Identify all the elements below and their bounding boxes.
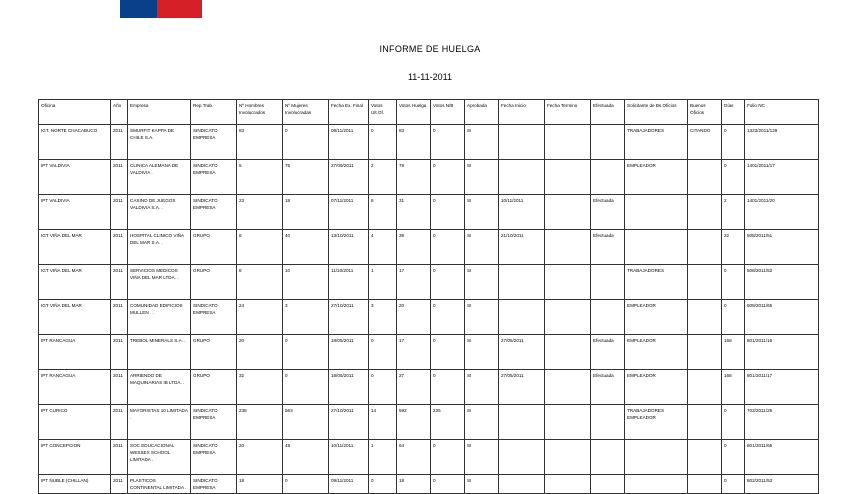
table-cell: 20 [397, 300, 431, 335]
column-header: Días [722, 100, 745, 125]
column-header: Rep.Trab. [191, 100, 237, 125]
table-cell: 0 [722, 405, 745, 440]
table-cell [545, 405, 591, 440]
table-cell [499, 405, 545, 440]
table-cell: IPT CURICO [39, 405, 111, 440]
table-cell: IPT VALDIVIA [39, 160, 111, 195]
table-cell: 2011 [111, 300, 128, 335]
table-cell: IPT RANCAGUA [39, 335, 111, 370]
table-cell: 64 [397, 440, 431, 475]
table-cell: 0 [369, 335, 397, 370]
table-cell: 75 [283, 160, 329, 195]
table-cell: 27/05/2011 [499, 370, 545, 405]
table-cell: SI [465, 370, 499, 405]
table-cell [688, 300, 722, 335]
table-cell [545, 160, 591, 195]
table-cell: 508/2011/65 [745, 300, 819, 335]
table-cell [545, 230, 591, 265]
table-cell: COMUNIDAD EDIFICIOS MULLEN . . [128, 300, 191, 335]
table-cell: Efectuada [591, 370, 625, 405]
table-cell: 0 [431, 300, 465, 335]
table-cell: 0 [722, 265, 745, 300]
table-cell: 238 [237, 405, 283, 440]
table-cell [625, 475, 688, 494]
table-row [39, 230, 819, 265]
table-cell: 0 [431, 440, 465, 475]
table-cell [591, 475, 625, 494]
table-cell [591, 405, 625, 440]
table-cell: 31 [397, 195, 431, 230]
table-cell: 2011 [111, 335, 128, 370]
table-cell: GRUPO [191, 335, 237, 370]
table-cell: 0 [431, 475, 465, 494]
table-cell: 508/2011/52 [745, 265, 819, 300]
table-cell: EMPLEADOR [625, 335, 688, 370]
table-cell: 3 [369, 300, 397, 335]
column-header: Nº Hombres Involucrados [237, 100, 283, 125]
table-cell: IPT CONCEPCION [39, 440, 111, 475]
table-cell [545, 195, 591, 230]
table-row [39, 405, 819, 440]
table-cell [591, 265, 625, 300]
table-cell: 10 [283, 265, 329, 300]
table-cell: 2011 [111, 440, 128, 475]
table-cell: SINDICATO EMPRESA [191, 405, 237, 440]
table-cell: 563 [283, 405, 329, 440]
table-cell: SI [465, 300, 499, 335]
table-cell [688, 265, 722, 300]
table-cell: 0 [283, 475, 329, 494]
table-cell: 8 [369, 195, 397, 230]
table-cell: 801/2011/16 [745, 335, 819, 370]
table-cell [545, 265, 591, 300]
table-row [39, 160, 819, 195]
report-date: 11-11-2011 [407, 72, 453, 82]
table-cell [688, 370, 722, 405]
table-cell: 5 [237, 160, 283, 195]
table-cell: Efectuada [591, 335, 625, 370]
table-cell: GRUPO [191, 230, 237, 265]
table-cell: IGT. NORTE CHACABUCO [39, 125, 111, 160]
table-cell [545, 335, 591, 370]
table-cell: 17 [397, 265, 431, 300]
table-cell: 2011 [111, 125, 128, 160]
column-header: Nº Mujeres Involucradas [283, 100, 329, 125]
table-cell [688, 230, 722, 265]
table-cell: Efectuada [591, 195, 625, 230]
table-cell: 27/10/2011 [329, 300, 369, 335]
table-cell: 0 [369, 125, 397, 160]
table-cell: 0 [431, 125, 465, 160]
table-cell: CLINICA ALEMANA DE VALDIVIA . [128, 160, 191, 195]
table-cell: SI [465, 405, 499, 440]
table-cell: SI [465, 440, 499, 475]
table-cell: 32 [237, 370, 283, 405]
table-cell: 18 [397, 475, 431, 494]
table-cell: 21/10/2011 [499, 230, 545, 265]
table-cell: 27/09/2011 [329, 160, 369, 195]
table-cell: ARRIENDO DE MAQUINARIAS IB LTDA. . [128, 370, 191, 405]
table-cell [591, 125, 625, 160]
table-cell: 10/11/2011 [329, 440, 369, 475]
table-cell [499, 265, 545, 300]
table-cell: GRUPO [191, 370, 237, 405]
strike-report-table [38, 99, 819, 494]
table-cell: GRUPO [191, 265, 237, 300]
table-cell: 0 [283, 370, 329, 405]
table-cell: SI [465, 475, 499, 494]
table-cell: EMPLEADOR [625, 370, 688, 405]
column-header: Año [111, 100, 128, 125]
table-cell: IGT VIÑA DEL MAR [39, 265, 111, 300]
table-cell [545, 440, 591, 475]
table-cell: 168 [722, 335, 745, 370]
table-cell: 1323/2011/129 [745, 125, 819, 160]
table-cell: 27/05/2011 [499, 335, 545, 370]
table-cell: 0 [431, 370, 465, 405]
table-row [39, 370, 819, 405]
column-header: Buenos Oficios [688, 100, 722, 125]
table-cell: EMPLEADOR [625, 300, 688, 335]
table-cell: CASINO DE JUEGOS VALDIVIA S.A. . [128, 195, 191, 230]
table-cell [591, 300, 625, 335]
table-cell: 27/10/2011 [329, 405, 369, 440]
column-header: Fecha Termino [545, 100, 591, 125]
table-cell: 48 [283, 440, 329, 475]
table-cell: TRABAJADORES [625, 125, 688, 160]
table-cell: MAYORISTAS 10 LIMITADA . [128, 405, 191, 440]
table-cell: 2 [369, 160, 397, 195]
table-header-row [39, 100, 819, 125]
table-cell [545, 300, 591, 335]
column-header: Folio NC [745, 100, 819, 125]
table-cell: 0 [431, 230, 465, 265]
table-cell: 24 [237, 300, 283, 335]
table-cell [625, 440, 688, 475]
table-cell: 11/10/2011 [329, 265, 369, 300]
table-cell: 20 [237, 440, 283, 475]
table-row [39, 195, 819, 230]
table-cell: 0 [283, 125, 329, 160]
table-cell: 07/11/2011 [329, 195, 369, 230]
table-cell: 0 [431, 160, 465, 195]
table-cell: SMURFIT KAPPA DE CHILE S.A. [128, 125, 191, 160]
table-row [39, 125, 819, 160]
table-cell [688, 335, 722, 370]
table-cell: SINDICATO EMPRESA [191, 125, 237, 160]
table-cell [499, 440, 545, 475]
table-cell [688, 160, 722, 195]
column-header: Solicitante de Bs.Oficios [625, 100, 688, 125]
table-cell: TRABAJADORES [625, 265, 688, 300]
table-cell: TRABAJADORES EMPLEADOR [625, 405, 688, 440]
table-cell [688, 405, 722, 440]
table-cell [545, 370, 591, 405]
table-cell [499, 300, 545, 335]
table-cell: 17 [397, 335, 431, 370]
table-cell [545, 125, 591, 160]
table-cell: 18/05/2011 [329, 370, 369, 405]
table-cell: 83 [237, 125, 283, 160]
table-row [39, 440, 819, 475]
table-cell: 168 [722, 370, 745, 405]
table-cell: 23 [237, 195, 283, 230]
table-row [39, 265, 819, 300]
table-cell: IPT VALDIVIA [39, 195, 111, 230]
column-header: Votos Huelga [397, 100, 431, 125]
table-cell: 22 [722, 230, 745, 265]
table-cell: 0 [722, 125, 745, 160]
table-cell: 2 [722, 195, 745, 230]
table-cell: 20 [237, 335, 283, 370]
table-cell: 2011 [111, 475, 128, 494]
table-cell: 2011 [111, 160, 128, 195]
table-cell [545, 475, 591, 494]
table-cell: SI [465, 125, 499, 160]
table-cell: Efectuada [591, 230, 625, 265]
table-cell: 09/11/2011 [329, 475, 369, 494]
table-cell [499, 160, 545, 195]
table-cell: IGT VIÑA DEL MAR [39, 300, 111, 335]
table-cell [499, 475, 545, 494]
column-header: Votos Ult.Of. [369, 100, 397, 125]
table-cell: 14 [369, 405, 397, 440]
table-cell: 702/2011/25 [745, 405, 819, 440]
table-cell: 1401/2011/20 [745, 195, 819, 230]
table-cell: 8 [237, 265, 283, 300]
gobierno-logo [120, 0, 316, 18]
table-cell: 1 [369, 440, 397, 475]
table-cell: 235 [431, 405, 465, 440]
table-cell: SOC EDUCACIONAL WESSEX SCHOOL LIMITADA . [128, 440, 191, 475]
table-row [39, 300, 819, 335]
column-header: Aprobada [465, 100, 499, 125]
table-cell: SINDICATO EMPRESA [191, 195, 237, 230]
table-cell: 27 [397, 370, 431, 405]
table-cell: 0 [431, 335, 465, 370]
table-cell: 592 [397, 405, 431, 440]
table-cell: SERVICIOS MEDICOS VIÑA DEL MAR LTDA. . [128, 265, 191, 300]
table-cell [625, 230, 688, 265]
table-cell: SINDICATO EMPRESA [191, 160, 237, 195]
column-header: Votos N/B [431, 100, 465, 125]
table-cell: 0 [722, 475, 745, 494]
table-cell: IPT RANCAGUA [39, 370, 111, 405]
table-cell: 2011 [111, 230, 128, 265]
table-cell [591, 160, 625, 195]
table-cell: HOSPITAL CLINICO VIÑA DEL MAR S.A. . [128, 230, 191, 265]
table-cell: 508/2011/51 [745, 230, 819, 265]
table-cell: 1 [369, 265, 397, 300]
table-cell: SI [465, 160, 499, 195]
table-cell: 3 [283, 300, 329, 335]
logo-text: Gobierno de Chile [277, 5, 316, 10]
table-cell: TREBOL MINERALS S.A. . [128, 335, 191, 370]
table-cell: EMPLEADOR [625, 160, 688, 195]
table-cell: IGT VIÑA DEL MAR [39, 230, 111, 265]
table-cell: 83 [397, 125, 431, 160]
table-cell: 08/11/2011 [329, 125, 369, 160]
table-cell: 0 [431, 265, 465, 300]
table-cell [688, 475, 722, 494]
column-header: Fecha Inicio [499, 100, 545, 125]
table-cell: 0 [722, 440, 745, 475]
table-cell: 10/11/2011 [499, 195, 545, 230]
table-cell: SI [465, 335, 499, 370]
table-cell: SINDICATO EMPRESA [191, 475, 237, 494]
table-cell [591, 440, 625, 475]
table-cell: 801/2011/65 [745, 440, 819, 475]
table-cell: IPT ÑUBLE (CHILLAN) [39, 475, 111, 494]
table-cell [499, 125, 545, 160]
table-cell: 8 [237, 230, 283, 265]
report-title: INFORME DE HUELGA [379, 44, 481, 54]
table-cell [688, 195, 722, 230]
table-cell: 2011 [111, 405, 128, 440]
table-cell: 0 [431, 195, 465, 230]
table-cell: 2011 [111, 195, 128, 230]
table-cell: 0 [369, 475, 397, 494]
table-cell: SINDICATO EMPRESA [191, 440, 237, 475]
table-cell: 801/2011/17 [745, 370, 819, 405]
table-cell [625, 195, 688, 230]
table-cell: 0 [283, 335, 329, 370]
table-cell: CITANDO [688, 125, 722, 160]
table-cell: 2011 [111, 265, 128, 300]
column-header: Empresa [128, 100, 191, 125]
table-cell: 13/10/2011 [329, 230, 369, 265]
table-row [39, 335, 819, 370]
table-row [39, 475, 819, 494]
table-cell: 1401/2011/17 [745, 160, 819, 195]
table-cell: 18 [283, 195, 329, 230]
table-cell: 0 [722, 160, 745, 195]
table-cell: SI [465, 230, 499, 265]
table-cell: 18 [237, 475, 283, 494]
table-cell: SI [465, 265, 499, 300]
table-cell: 40 [283, 230, 329, 265]
column-header: Fecha Ex. Final [329, 100, 369, 125]
table-cell: 2011 [111, 370, 128, 405]
table-cell: SINDICATO EMPRESA [191, 300, 237, 335]
table-cell: 18/05/2011 [329, 335, 369, 370]
table-cell: 4 [369, 230, 397, 265]
table-cell [688, 440, 722, 475]
column-header: Efectuada [591, 100, 625, 125]
table-cell: 78 [397, 160, 431, 195]
column-header: Oficina [39, 100, 111, 125]
table-cell: SI [465, 195, 499, 230]
table-cell: 0 [369, 370, 397, 405]
table-cell: 802/2011/53 [745, 475, 819, 494]
table-cell: PLASTICOS CONTINENTAL LIMITADA . [128, 475, 191, 494]
table-cell: 0 [722, 300, 745, 335]
table-cell: 39 [397, 230, 431, 265]
